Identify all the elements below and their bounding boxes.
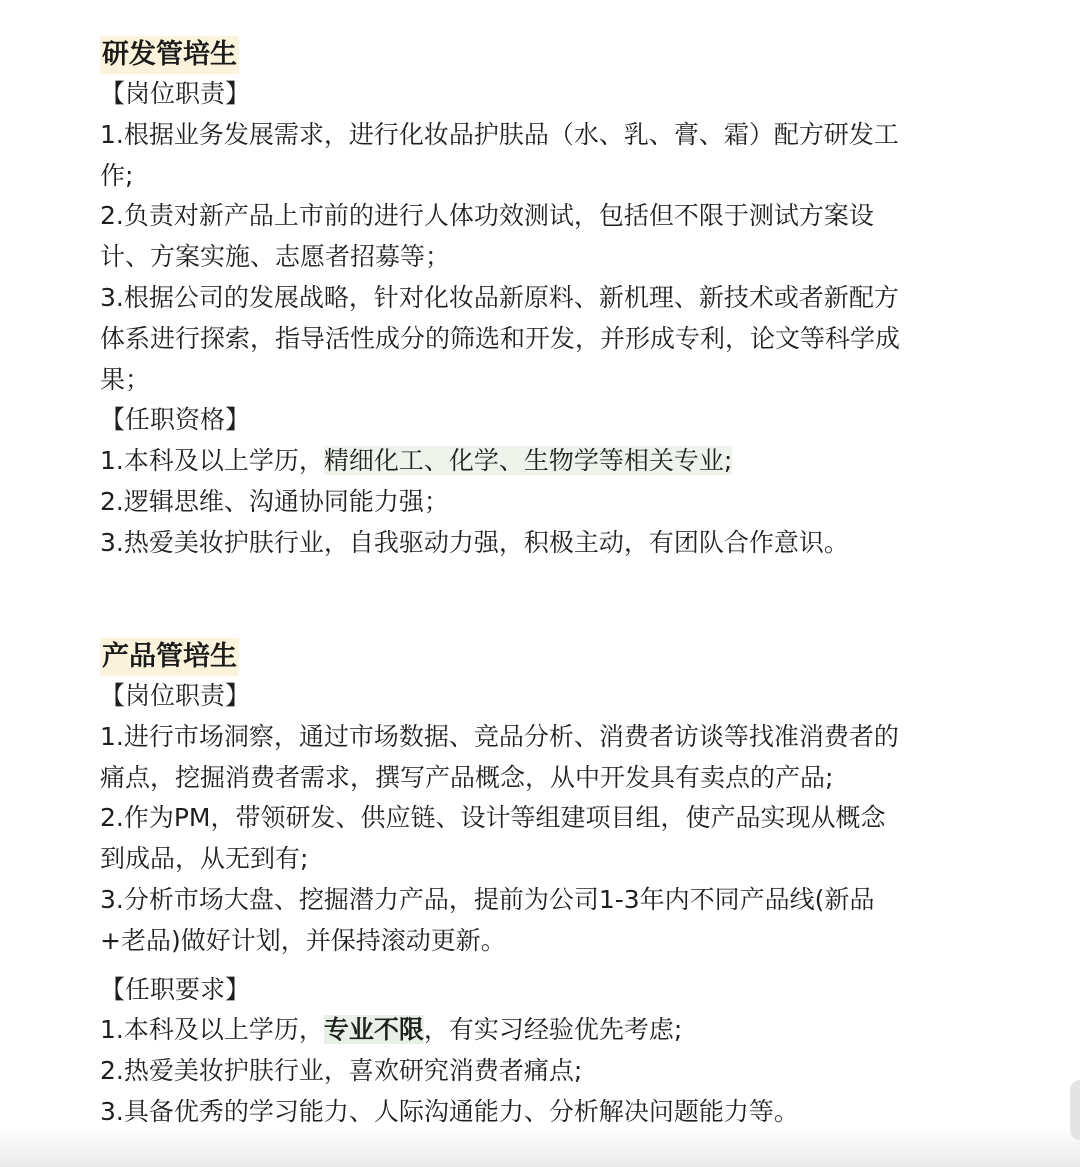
duty-line: 到成品，从无到有; xyxy=(100,844,309,874)
duty-line: 2.负责对新产品上市前的进行人体功效测试，包括但不限于测试方案设 xyxy=(100,201,874,231)
requirement-text: ，有实习经验优先考虑; xyxy=(423,1015,683,1045)
bottom-shadow xyxy=(0,1127,1080,1167)
duty-line: 计、方案实施、志愿者招募等； xyxy=(100,242,451,272)
section-title-product xyxy=(100,638,899,676)
duty-line: 3.根据公司的发展战略，针对化妆品新原料、新机理、新技术或者新配方 xyxy=(100,282,899,312)
requirement-line xyxy=(100,1010,899,1051)
highlighted-text: 精细化工、化学、生物学等相关专业; xyxy=(323,446,733,476)
section-product-trainee xyxy=(100,638,899,1133)
requirement-line xyxy=(100,441,900,482)
highlighted-text: 专业不限 xyxy=(323,1015,424,1045)
duty-line: 痛点，挖掘消费者需求，撰写产品概念，从中开发具有卖点的产品; xyxy=(100,762,834,792)
requirement-line: 3.具备优秀的学习能力、人际沟通能力、分析解决问题能力等。 xyxy=(100,1096,799,1126)
duty-line: 3.分析市场大盘、挖掘潜力产品，提前为公司1-3年内不同产品线(新品 xyxy=(100,884,875,914)
duties-heading: 【岗位职责】 xyxy=(100,79,251,108)
requirement-line: 3.热爱美妆护肤行业，自我驱动力强，积极主动，有团队合作意识。 xyxy=(100,527,849,557)
duty-line: 作; xyxy=(100,160,134,190)
spacer xyxy=(100,962,899,970)
section-title-text: 产品管培生 xyxy=(100,638,239,676)
requirement-line: 2.逻辑思维、沟通协同能力强； xyxy=(100,486,449,516)
requirement-line: 2.热爱美妆护肤行业，喜欢研究消费者痛点; xyxy=(100,1056,583,1086)
section-title-rd xyxy=(100,36,900,74)
requirement-text: 1.本科及以上学历， xyxy=(100,446,324,476)
requirements-heading: 【任职要求】 xyxy=(100,974,251,1004)
section-title-text: 研发管培生 xyxy=(100,36,239,74)
duty-line: 果； xyxy=(100,364,151,394)
duty-line: 1.进行市场洞察，通过市场数据、竞品分析、消费者访谈等找准消费者的 xyxy=(100,721,899,751)
duty-line: +老品)做好计划，并保持滚动更新。 xyxy=(100,925,506,955)
requirements-heading: 【任职资格】 xyxy=(100,405,251,435)
duty-line: 2.作为PM，带领研发、供应链、设计等组建项目组，使产品实现从概念 xyxy=(100,803,886,833)
duties-heading: 【岗位职责】 xyxy=(100,681,251,710)
duty-line: 体系进行探索，指导活性成分的筛选和开发，并形成专利，论文等科学成 xyxy=(100,323,901,353)
duty-line: 1.根据业务发展需求，进行化妆品护肤品（水、乳、膏、霜）配方研发工 xyxy=(100,119,899,149)
scroll-indicator[interactable] xyxy=(1070,1080,1080,1140)
section-rd-trainee xyxy=(100,36,900,564)
requirement-text: 1.本科及以上学历， xyxy=(100,1015,324,1045)
